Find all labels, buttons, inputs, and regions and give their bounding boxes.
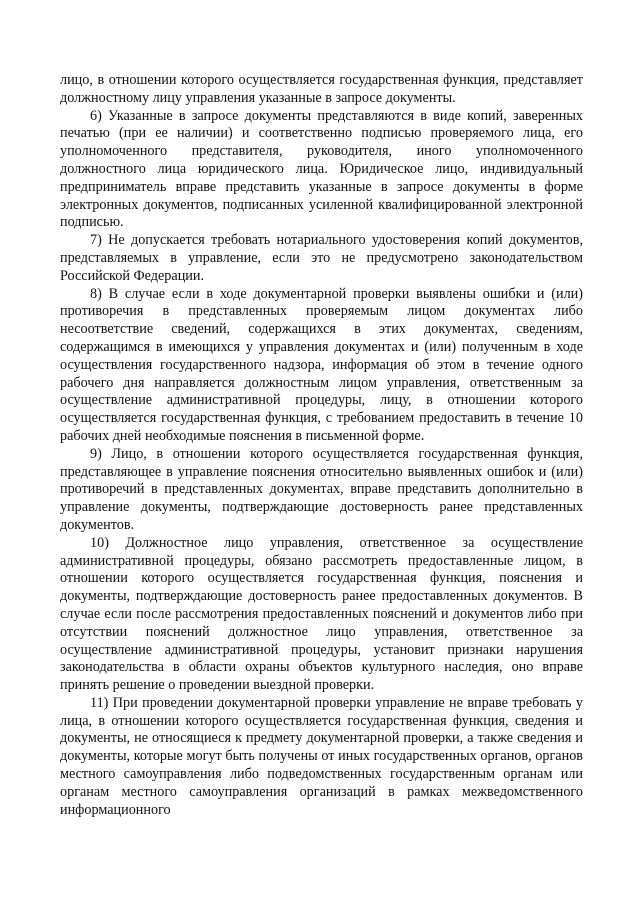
paragraph-5-continuation: лицо, в отношении которого осуществляется государственная функция, представляет должностному лицу управления указанные в запросе документы. — [60, 72, 583, 106]
paragraph-8: 8) В случае если в ходе документарной проверки выявлены ошибки и (или) противоречия в представленных проверяемым лицом документах либо несоответствие сведений, содержащихся в этих документах, сведениям, содержащимся в имеющихся у управления документах и (или) полученным в ходе осуществления государственного надзора, информация об этом в течение одного рабочего дня направляется должностным лицом управления, ответственным за осуществление административной процедуры, лицу, в отношении которого осуществляется государственная функция, с требованием предоставить в течение 10 рабочих дней необходимые пояснения в письменной форме. — [60, 285, 583, 444]
paragraph-7: 7) Не допускается требовать нотариального удостоверения копий документов, представляемых в управление, если это не предусмотрено законодательством Российской Федерации. — [60, 232, 583, 284]
paragraph-11: 11) При проведении документарной проверки управление не вправе требовать у лица, в отношении которого осуществляется государственная функция, сведения и документы, не относящиеся к предмету документарной проверки, а также сведения и документы, которые могут быть получены от иных государственных органов, органов местного самоуправления либо подведомственных государственным органам или органам местного самоуправления организаций в рамках межведомственного информационного — [60, 694, 583, 818]
document-page — [60, 72, 583, 819]
paragraph-6: 6) Указанные в запросе документы представляются в виде копий, заверенных печатью (при ее наличии) и соответственно подписью проверяемого лица, его уполномоченного представителя, руководителя, иного уполномоченного должностного лица юридического лица. Юридическое лицо, индивидуальный предприниматель вправе представить указанные в запросе документы в форме электронных документов, подписанных усиленной квалифицированной электронной подписью. — [60, 107, 583, 231]
paragraph-10: 10) Должностное лицо управления, ответственное за осуществление административной процедуры, обязано рассмотреть предоставленные лицом, в отношении которого осуществляется государственная функция, пояснения и документы, подтверждающие достоверность ранее предоставленных документов. В случае если после рассмотрения предоставленных пояснений и документов либо при отсутствии пояснений должностное лицо управления, ответственное за осуществление административной процедуры, установит признаки нарушения законодательства в области охраны объектов культурного наследия, оно вправе принять решение о проведении выездной проверки. — [60, 534, 583, 694]
paragraph-9: 9) Лицо, в отношении которого осуществляется государственная функция, представляющее в управление пояснения относительно выявленных ошибок и (или) противоречий в представленных документах, вправе представить дополнительно в управление документы, подтверждающие достоверность ранее представленных документов. — [60, 445, 583, 533]
